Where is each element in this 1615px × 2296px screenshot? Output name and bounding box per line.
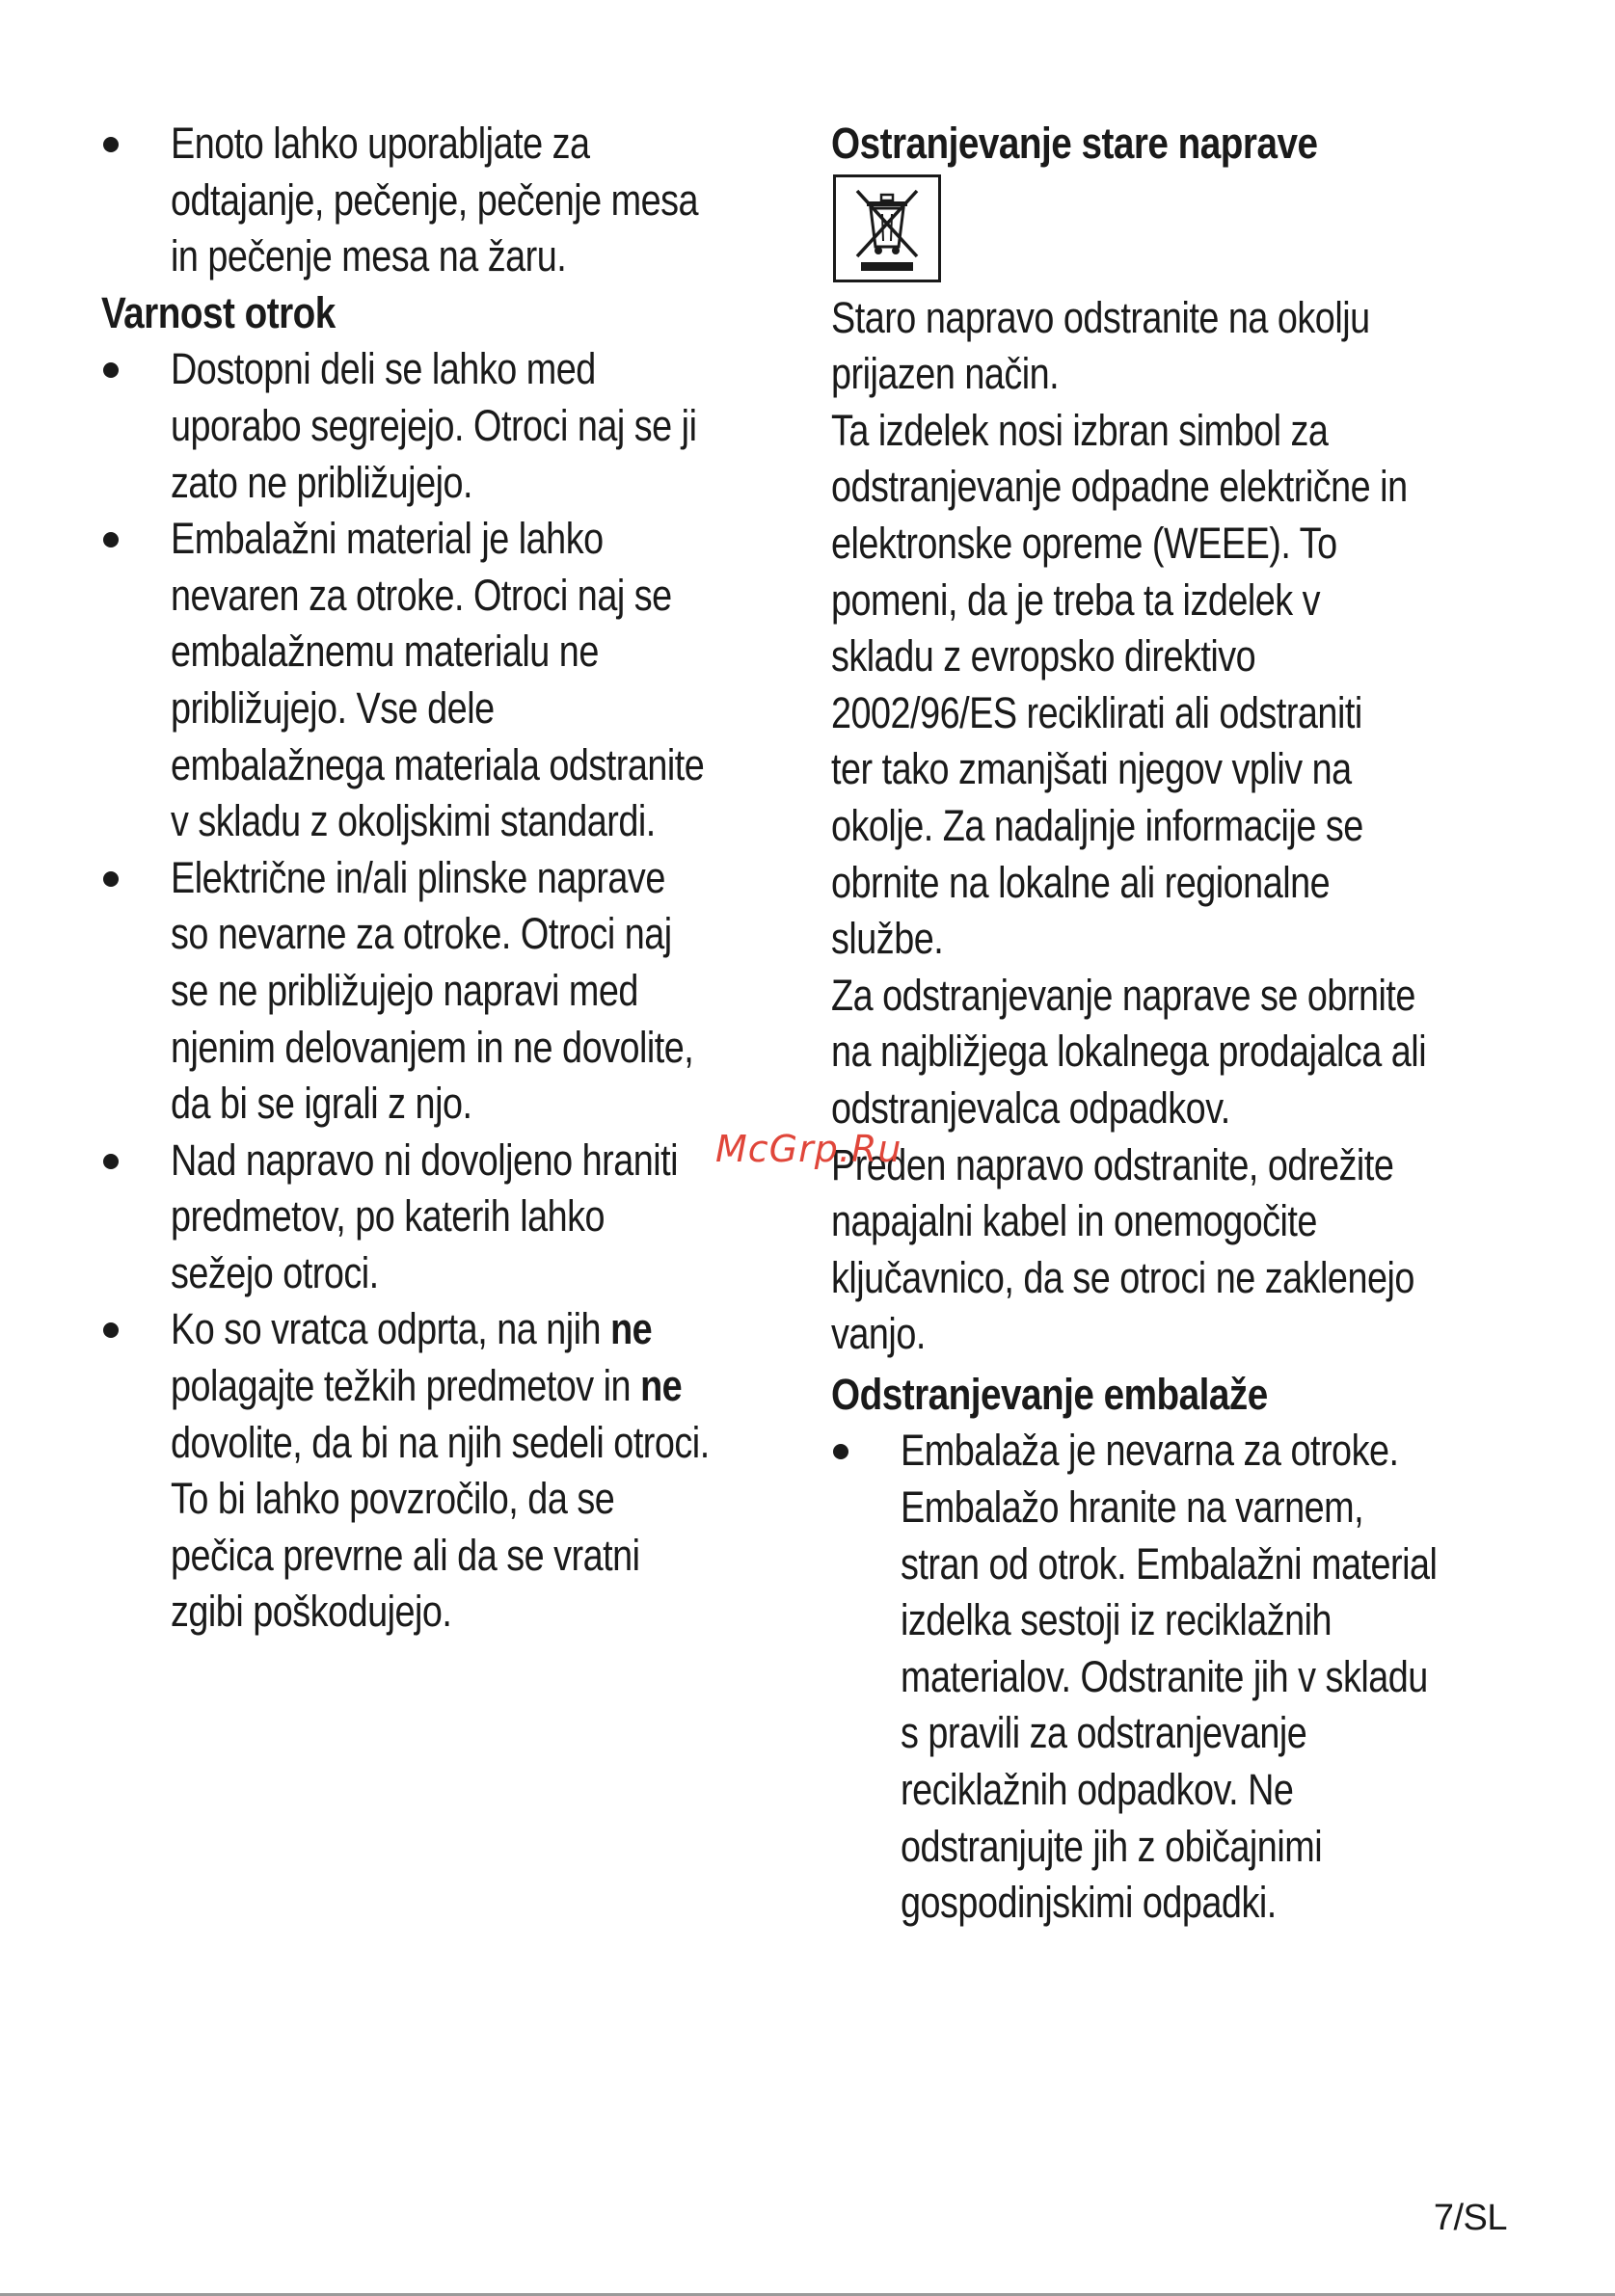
section-heading-disposal: Ostranjevanje stare naprave <box>831 119 1318 168</box>
list-item <box>101 341 795 511</box>
bullet-icon <box>103 1322 119 1338</box>
list-item-text: Dostopni deli se lahko med uporabo segrejejo. Otroci naj se ji zato ne približujejo. <box>171 344 697 507</box>
list-item <box>101 116 795 285</box>
list-item <box>831 1423 1525 1931</box>
list-item-text: Embalažni material je lahko nevaren za otroke. Otroci naj se embalažnemu materialu ne približujejo. Vse dele embalažnega materiala odstranite v skladu z okoljskimi standardi. <box>171 514 705 846</box>
packaging-list <box>831 1423 1525 1931</box>
section-heading-child-safety: Varnost otrok <box>101 287 336 337</box>
emphasis-text: ne <box>640 1361 683 1411</box>
list-item-text: Embalaža je nevarna za otroke. Embalažo hranite na varnem, stran od otrok. Embalažni material izdelka sestoji iz reciklažnih materialov. Odstranite jih v skladu s pravili za odstranjevanje reciklažnih odpadkov. Ne odstranjujte jih z običajnimi gospodinjskimi odpadki. <box>901 1426 1438 1928</box>
bullet-icon <box>103 137 119 152</box>
bullet-icon <box>103 871 119 887</box>
child-safety-list <box>101 341 795 1641</box>
right-column <box>831 116 1525 1932</box>
bullet-icon <box>103 1154 119 1169</box>
page-number: 7/SL <box>1433 2198 1507 2238</box>
list-item-text: Ko so vratca odprta, na njih ne polagajte težkih predmetov in ne dovolite, da bi na njih sedeli otroci. To bi lahko povzročilo, da se pečica prevrne ali da se vratni zgibi poškodujejo. <box>171 1304 710 1637</box>
disposal-paragraph: Staro napravo odstranite na okolju prijazen način. Ta izdelek nosi izbran simbol za odstranjevanje odpadne električne in elektronske opreme (WEEE). To pomeni, da je treba ta izdelek v skladu z evropsko direktivo 2002/96/ES reciklirati ali odstraniti ter tako zmanjšati njegov vpliv na okolje. Za nadaljnje informacije se obrnite na lokalne ali regionalne službe. Za odstranjevanje naprave se obrnite na najbližjega lokalnega prodajalca ali odstranjevalca odpadkov. Preden napravo odstranite, odrežite napajalni kabel in onemogočite ključavnico, da se otroci ne zaklenejo vanjo. <box>831 292 1427 1359</box>
bullet-icon <box>833 1444 848 1459</box>
bullet-icon <box>103 362 119 378</box>
intro-list <box>101 116 795 285</box>
emphasis-text: ne <box>610 1304 653 1354</box>
left-column <box>101 116 795 1641</box>
list-item <box>101 1133 795 1302</box>
section-heading-packaging: Odstranjevanje embalaže <box>831 1369 1268 1419</box>
list-item-text: Električne in/ali plinske naprave so nevarne za otroke. Otroci naj se ne približujejo napravi med njenim delovanjem in ne dovolite, da bi se igrali z njo. <box>171 852 694 1129</box>
list-item <box>101 511 795 850</box>
list-item-text: Nad napravo ni dovoljeno hraniti predmetov, po katerih lahko sežejo otroci. <box>171 1135 679 1297</box>
watermark: McGrp.Ru <box>715 1128 902 1170</box>
list-item-text: Enoto lahko uporabljate za odtajanje, pečenje, pečenje mesa in pečenje mesa na žaru. <box>171 119 699 281</box>
weee-crossed-bin-icon <box>833 174 941 282</box>
list-item <box>101 1301 795 1641</box>
list-item <box>101 850 795 1133</box>
bullet-icon <box>103 532 119 547</box>
